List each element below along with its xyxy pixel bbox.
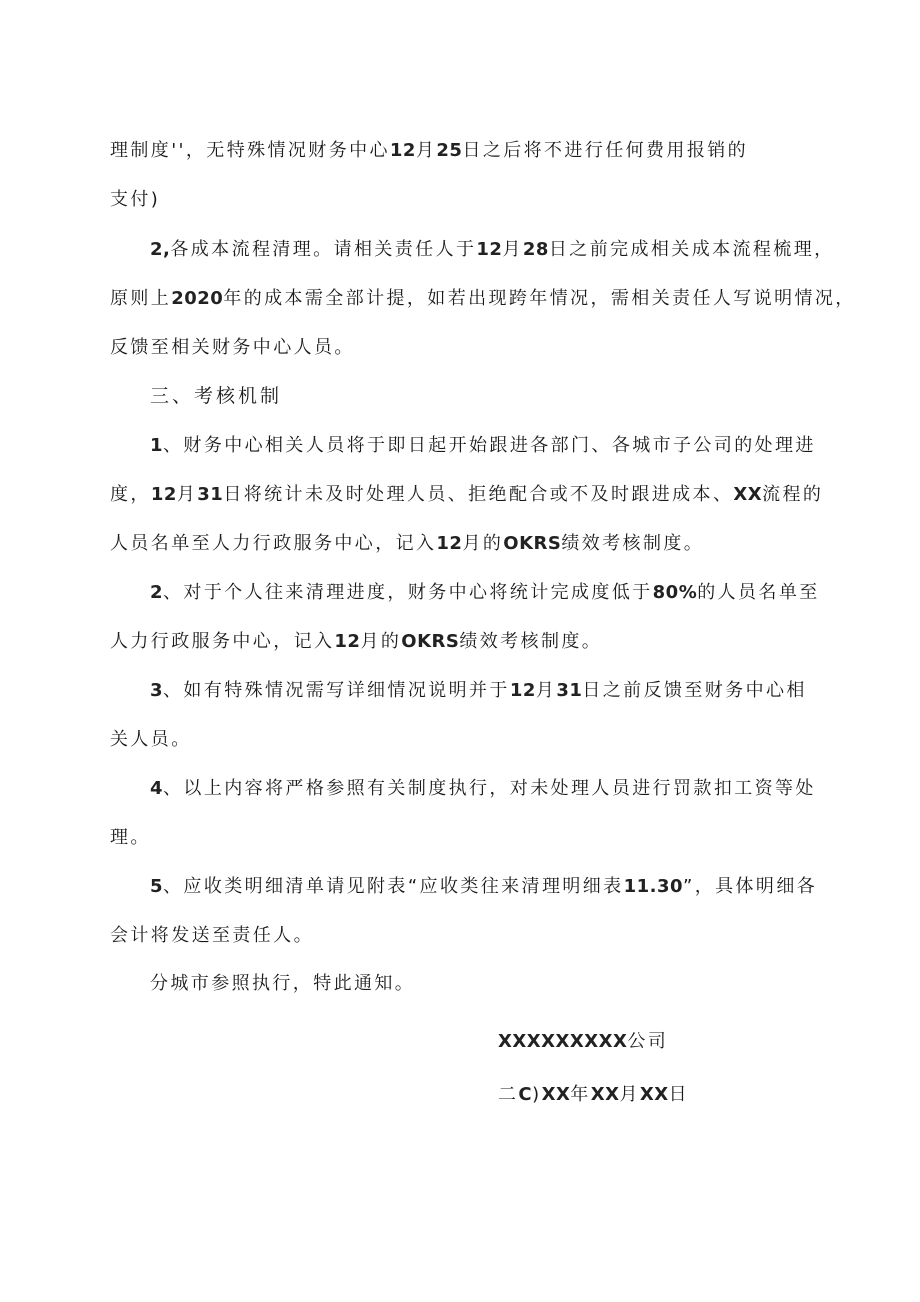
paragraph-2-line-2: 原则上2020年的成本需全部计提，如若出现跨年情况，需相关责任人写说明情况，: [110, 288, 856, 309]
item-3-line-2: 关人员。: [110, 729, 192, 750]
item-1-line-2: 度，12月31日将统计未及时处理人员、拒绝配合或不及时跟进成本、XX流程的: [110, 484, 824, 505]
paragraph-1-line-2: 支付): [110, 189, 161, 210]
item-4-line-1: 4、以上内容将严格参照有关制度执行，对未处理人员进行罚款扣工资等处: [150, 778, 816, 799]
paragraph-2-line-1: 2,各成本流程清理。请相关责任人于12月28日之前完成相关成本流程梳理，: [150, 239, 835, 260]
item-2-line-1: 2、对于个人往来清理进度，财务中心将统计完成度低于80%的人员名单至: [150, 582, 820, 603]
signature-company: XXXXXXXXX公司: [498, 1031, 669, 1052]
item-5-line-2: 会计将发送至责任人。: [110, 925, 314, 946]
signature-date: 二C)XX年XX月XX日: [498, 1084, 690, 1105]
item-3-line-1: 3、如有特殊情况需写详细情况说明并于12月31日之前反馈至财务中心相: [150, 680, 807, 701]
paragraph-2-line-3: 反馈至相关财务中心人员。: [110, 337, 355, 358]
item-5-line-1: 5、应收类明细清单请见附表“应收类往来清理明细表11.30”，具体明细各: [150, 876, 818, 897]
item-2-line-2: 人力行政服务中心，记入12月的OKRS绩效考核制度。: [110, 631, 603, 652]
closing-line: 分城市参照执行，特此通知。: [150, 973, 416, 994]
item-1-line-1: 1、财务中心相关人员将于即日起开始跟进各部门、各城市子公司的处理进: [150, 435, 816, 456]
item-1-line-3: 人员名单至人力行政服务中心，记入12月的OKRS绩效考核制度。: [110, 533, 705, 554]
paragraph-1-line-1: 理制度''，无特殊情况财务中心12月25日之后将不进行任何费用报销的: [110, 140, 749, 161]
item-4-line-2: 理。: [110, 827, 151, 848]
section-3-heading: 三、考核机制: [150, 385, 283, 407]
